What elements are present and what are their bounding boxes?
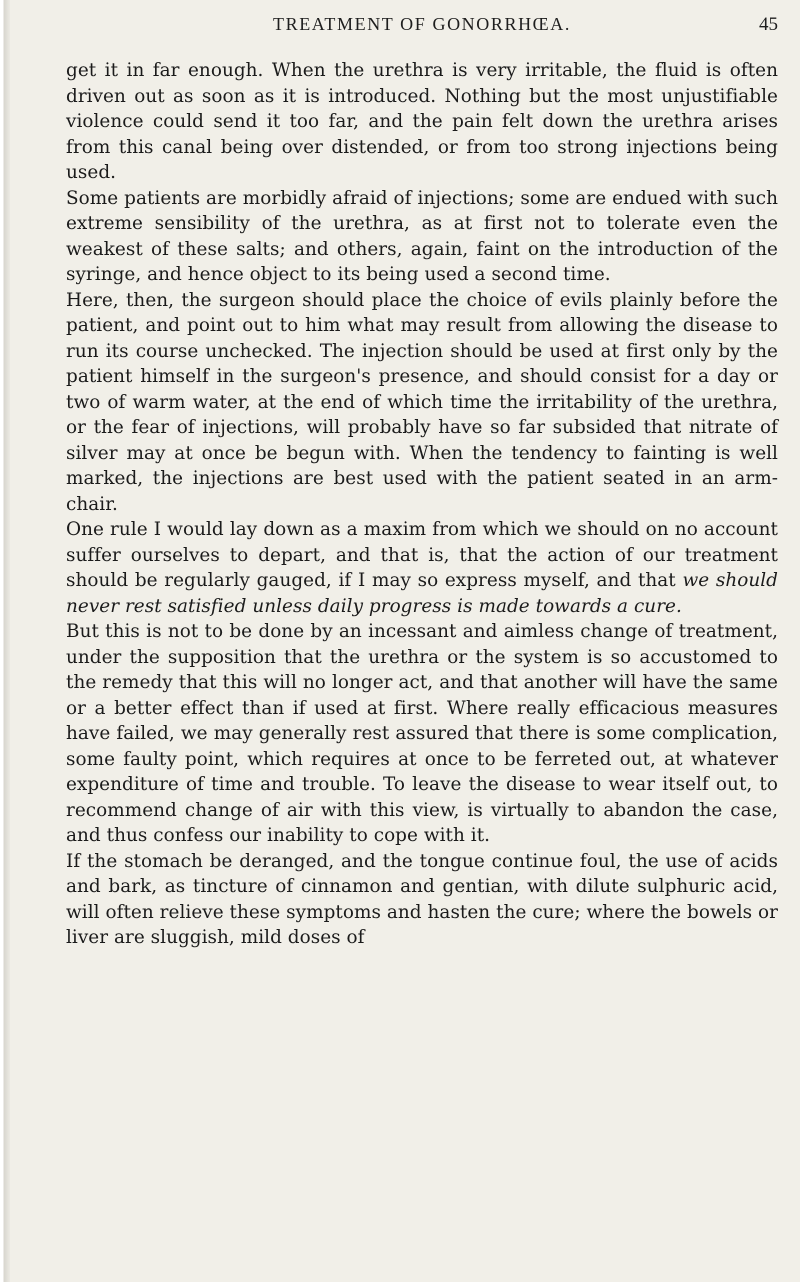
paragraph [66, 517, 778, 619]
paragraph-text: One rule I would lay down as a maxim from which we should on no account suffer ourselves to depart, and that is, that the action of our treatment should be regularly gauged, if I may so express myself, and that [66, 519, 778, 591]
page-number: 45 [759, 14, 778, 35]
page-edge [0, 0, 10, 1282]
body-text [66, 58, 778, 951]
paragraph: Here, then, the surgeon should place the choice of evils plainly before the patient, and point out to him what may result from allowing the disease to run its course unchecked. The injection should be used at first only by the patient himself in the surgeon's presence, and should consist for a day or two of warm water, at the end of which time the irritability of the urethra, or the fear of injections, will probably have so far subsided that nitrate of silver may at once be begun with. When the tendency to fainting is well marked, the injections are best used with the patient seated in an arm-chair. [66, 289, 778, 515]
paragraph: Some patients are morbidly afraid of injections; some are endued with such extreme sensibility of the urethra, as at first not to tolerate even the weakest of these salts; and others, again, faint on the introduction of the syringe, and hence object to its being used a second time. [66, 187, 778, 285]
paragraph: get it in far enough. When the urethra is very irritable, the fluid is often driven out as soon as it is introduced. Nothing but the most unjustifiable violence could send it too far, and the pain felt down the urethra arises from this canal being over distended, or from too strong injections being used. [66, 60, 778, 183]
running-title: TREATMENT OF GONORRHŒA. [273, 14, 571, 34]
italic-maxim: we should never rest satisfied unless daily progress is made towards a cure. [66, 570, 778, 617]
page-header [66, 14, 778, 40]
paragraph: But this is not to be done by an incessant and aimless change of treatment, under the supposition that the urethra or the system is so accustomed to the remedy that this will no longer act, and that another will have the same or a better effect than if used at first. Where really efficacious measures have failed, we may generally rest assured that there is some complication, some faulty point, which requires at once to be ferreted out, at whatever expenditure of time and trouble. To leave the disease to wear itself out, to recommend change of air with this view, is virtually to abandon the case, and thus confess our inability to cope with it. [66, 621, 778, 846]
paragraph: If the stomach be deranged, and the tongue continue foul, the use of acids and bark, as tincture of cinnamon and gentian, with dilute sulphuric acid, will often relieve these symptoms and hasten the cure; where the bowels or liver are sluggish, mild doses of [66, 850, 778, 948]
